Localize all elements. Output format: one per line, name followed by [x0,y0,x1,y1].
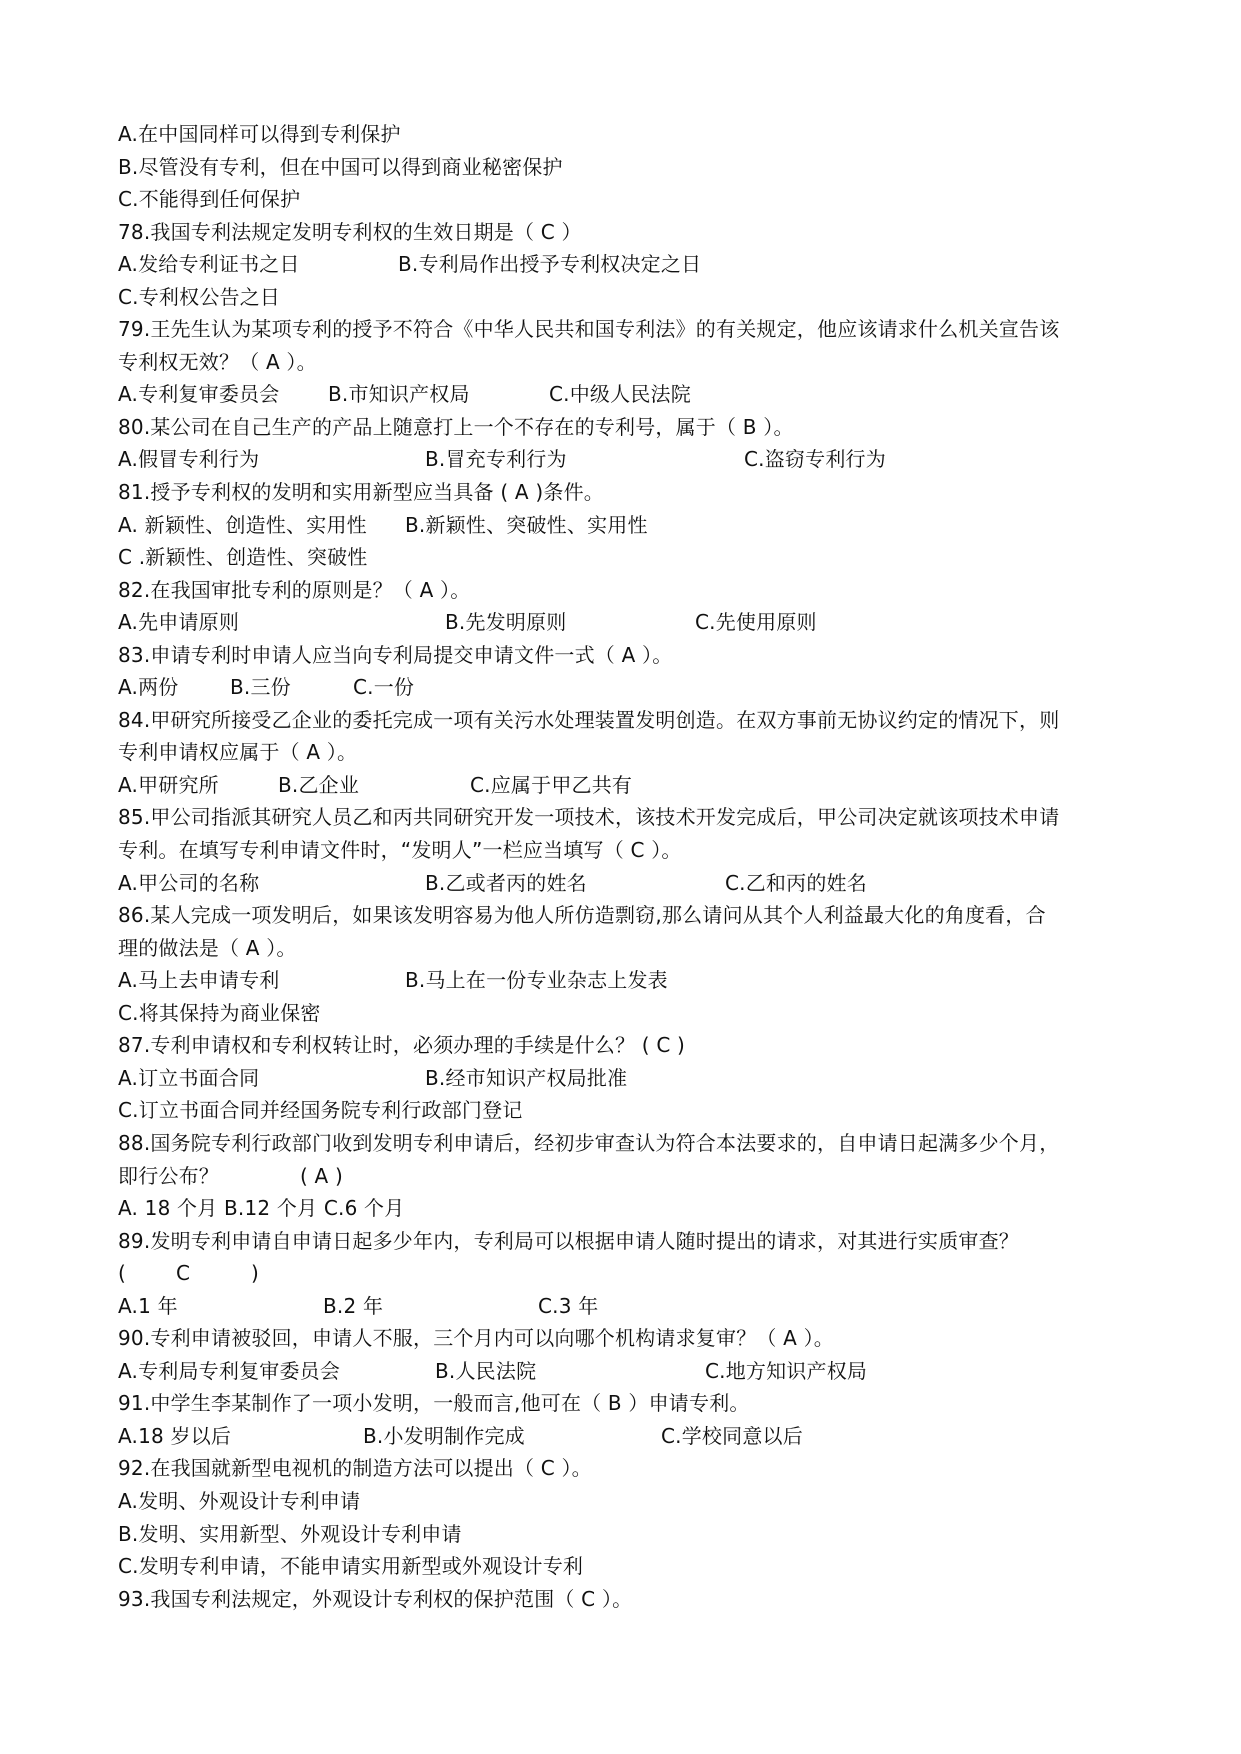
line-text: A. 18 个月 B.12 个月 C.6 个月 [118,1196,405,1221]
text-line [118,997,1138,1030]
text-line [118,346,1138,379]
line-text: 92.在我国就新型电视机的制造方法可以提出（ C ）。 [118,1456,592,1481]
line-text: A.18 岁以后 [118,1423,232,1448]
option-text: B.乙或者丙的姓名 [425,870,587,895]
text-line [118,541,1138,574]
option-text: B.三份 [230,675,291,700]
text-line [118,1062,1138,1095]
line-text: 87.专利申请权和专利权转让时，必须办理的手续是什么？ ( C ) [118,1033,686,1058]
text-line [118,1322,1138,1355]
line-text: 80.某公司在自己生产的产品上随意打上一个不存在的专利号，属于（ B ）。 [118,414,794,439]
line-text: A.先申请原则 [118,610,240,635]
text-line [118,671,1138,704]
text-line [118,1160,1138,1193]
line-text: 84.甲研究所接受乙企业的委托完成一项有关污水处理装置发明创造。在双方事前无协议约定的情况下，则 [118,707,1060,732]
option-text: C.地方知识产权局 [705,1358,868,1383]
option-text: B.小发明制作完成 [363,1423,525,1448]
line-text: 专利申请权应属于（ A ）。 [118,740,358,765]
line-text: 88.国务院专利行政部门收到发明专利申请后，经初步审查认为符合本法要求的，自申请日起满多少个月， [118,1130,1060,1155]
text-line [118,867,1138,900]
line-text: A.专利复审委员会 [118,382,280,407]
text-line [118,704,1138,737]
line-text: 78.我国专利法规定发明专利权的生效日期是（ C ） [118,219,582,244]
text-line [118,1420,1138,1453]
line-text: 86.某人完成一项发明后，如果该发明容易为他人所仿造剽窃,那么请问从其个人利益最大化的角度看，合 [118,903,1046,928]
text-line [118,1257,1138,1290]
text-line [118,378,1138,411]
text-line [118,281,1138,314]
line-text: 79.王先生认为某项专利的授予不符合《中华人民共和国专利法》的有关规定，他应该请求什么机关宣告该 [118,317,1060,342]
text-line [118,1485,1138,1518]
text-line [118,1094,1138,1127]
text-line [118,769,1138,802]
line-text: 81.授予专利权的发明和实用新型应当具备 ( A )条件。 [118,480,604,505]
line-text: ( [118,1261,127,1286]
line-text: C.专利权公告之日 [118,284,281,309]
text-line [118,1355,1138,1388]
option-text: B.人民法院 [435,1358,537,1383]
line-text: A.专利局专利复审委员会 [118,1358,341,1383]
line-text: A.发给专利证书之日 [118,252,300,277]
text-line [118,1550,1138,1583]
option-text: ) [251,1261,260,1286]
line-text: C.不能得到任何保护 [118,187,301,212]
text-line [118,1387,1138,1420]
text-line [118,639,1138,672]
text-line [118,248,1138,281]
text-line [118,1127,1138,1160]
option-text: B.专利局作出授予专利权决定之日 [398,252,702,277]
text-line [118,411,1138,444]
text-line [118,899,1138,932]
option-text: C.一份 [353,675,415,700]
line-text: A.假冒专利行为 [118,447,260,472]
line-text: 90.专利申请被驳回，申请人不服，三个月内可以向哪个机构请求复审？（ A ）。 [118,1326,835,1351]
option-text: ( A ) [300,1163,344,1188]
line-text: A.甲公司的名称 [118,870,260,895]
line-text: 85.甲公司指派其研究人员乙和丙共同研究开发一项技术，该技术开发完成后，甲公司决定就该项技术申请 [118,805,1060,830]
line-text: 专利。在填写专利申请文件时，“发明人”一栏应当填写（ C ）。 [118,838,682,863]
option-text: B.冒充专利行为 [425,447,567,472]
line-text: 理的做法是（ A ）。 [118,935,297,960]
text-line [118,1452,1138,1485]
line-text: A. 新颖性、创造性、实用性 [118,512,367,537]
text-line [118,834,1138,867]
text-line [118,151,1138,184]
line-text: 82.在我国审批专利的原则是？（ A ）。 [118,577,471,602]
line-text: 93.我国专利法规定，外观设计专利权的保护范围（ C ）。 [118,1586,633,1611]
text-line [118,574,1138,607]
line-text: B.发明、实用新型、外观设计专利申请 [118,1521,462,1546]
text-line [118,313,1138,346]
line-text: C.发明专利申请，不能申请实用新型或外观设计专利 [118,1554,584,1579]
line-text: 89.发明专利申请自申请日起多少年内，专利局可以根据申请人随时提出的请求，对其进行实质审查？ [118,1228,1020,1253]
option-text: B.新颖性、突破性、实用性 [405,512,648,537]
text-line [118,964,1138,997]
line-text: C.将其保持为商业保密 [118,1000,321,1025]
option-text: C.3 年 [538,1293,599,1318]
line-text: A.两份 [118,675,179,700]
text-line [118,1225,1138,1258]
text-line [118,1029,1138,1062]
option-text: B.市知识产权局 [328,382,470,407]
option-text: C.乙和丙的姓名 [725,870,867,895]
text-line [118,1192,1138,1225]
line-text: A.马上去申请专利 [118,968,280,993]
line-text: C .新颖性、创造性、突破性 [118,545,368,570]
option-text: C.盗窃专利行为 [744,447,886,472]
line-text: A.甲研究所 [118,772,219,797]
question-list [118,118,1138,1615]
option-text: B.马上在一份专业杂志上发表 [405,968,668,993]
line-text: 83.申请专利时申请人应当向专利局提交申请文件一式（ A ）。 [118,642,673,667]
line-text: A.订立书面合同 [118,1065,260,1090]
option-text: C.学校同意以后 [661,1423,803,1448]
text-line [118,509,1138,542]
text-line [118,443,1138,476]
text-line [118,476,1138,509]
option-text: C.先使用原则 [695,610,817,635]
line-text: B.尽管没有专利，但在中国可以得到商业秘密保护 [118,154,563,179]
text-line [118,801,1138,834]
line-text: 专利权无效？（ A ）。 [118,349,317,374]
option-text: B.乙企业 [278,772,360,797]
text-line [118,606,1138,639]
text-line [118,183,1138,216]
option-text: C.中级人民法院 [549,382,691,407]
option-text: B.经市知识产权局批准 [425,1065,628,1090]
line-text: 即行公布？ [118,1163,219,1188]
text-line [118,1583,1138,1616]
option-text: C.应属于甲乙共有 [470,772,633,797]
text-line [118,1518,1138,1551]
option-text: C [176,1261,191,1286]
text-line [118,216,1138,249]
line-text: 91.中学生李某制作了一项小发明，一般而言,他可在（ B ）申请专利。 [118,1391,750,1416]
text-line [118,1290,1138,1323]
line-text: A.1 年 [118,1293,178,1318]
line-text: A.发明、外观设计专利申请 [118,1488,361,1513]
text-line [118,932,1138,965]
option-text: B.2 年 [323,1293,384,1318]
line-text: C.订立书面合同并经国务院专利行政部门登记 [118,1098,523,1123]
text-line [118,118,1138,151]
text-line [118,736,1138,769]
option-text: B.先发明原则 [445,610,567,635]
line-text: A.在中国同样可以得到专利保护 [118,122,401,146]
